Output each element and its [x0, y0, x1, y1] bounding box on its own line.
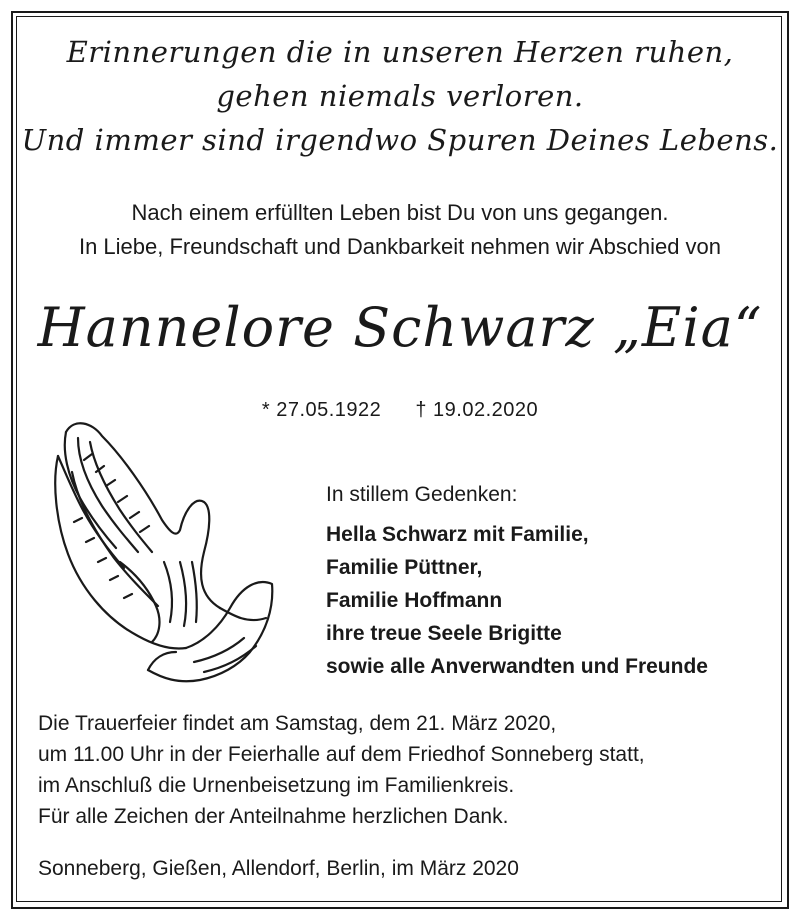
- poem-line-3: Und immer sind irgendwo Spuren Deines Lebens.: [21, 123, 779, 157]
- poem-line-1: Erinnerungen die in unseren Herzen ruhen,: [66, 35, 734, 69]
- birth-date: * 27.05.1922: [261, 399, 382, 421]
- death-date: † 19.02.2020: [415, 399, 539, 421]
- mourner-name: Familie Püttner,: [326, 556, 483, 579]
- ceremony-line-3: im Anschluß die Urnenbeisetzung im Familienkreis.: [38, 774, 515, 797]
- intro-line-1: Nach einem erfüllten Leben bist Du von uns gegangen.: [131, 200, 669, 225]
- ceremony-line-2: um 11.00 Uhr in der Feierhalle auf dem Friedhof Sonneberg statt,: [38, 743, 645, 766]
- mourners-label: In stillem Gedenken:: [326, 483, 518, 506]
- ceremony-details: [38, 708, 645, 832]
- mourners-block: [326, 478, 708, 683]
- praying-hands-icon: [44, 412, 276, 688]
- ceremony-line-4: Für alle Zeichen der Anteilnahme herzlichen Dank.: [38, 805, 509, 828]
- poem-line-2: gehen niemals verloren.: [216, 79, 584, 113]
- deceased-name: Hannelore Schwarz „Eia“: [37, 296, 763, 359]
- memorial-poem: [0, 30, 800, 162]
- intro-line-2: In Liebe, Freundschaft und Dankbarkeit nehmen wir Abschied von: [78, 234, 722, 259]
- mourner-name: Hella Schwarz mit Familie,: [326, 523, 589, 546]
- intro-text: [0, 196, 800, 264]
- mourner-name: sowie alle Anverwandten und Freunde: [326, 655, 708, 678]
- mourner-name: Familie Hoffmann: [326, 589, 503, 612]
- place-and-date: Sonneberg, Gießen, Allendorf, Berlin, im März 2020: [38, 857, 519, 880]
- mourner-name: ihre treue Seele Brigitte: [326, 622, 562, 645]
- ceremony-line-1: Die Trauerfeier findet am Samstag, dem 21. März 2020,: [38, 712, 557, 735]
